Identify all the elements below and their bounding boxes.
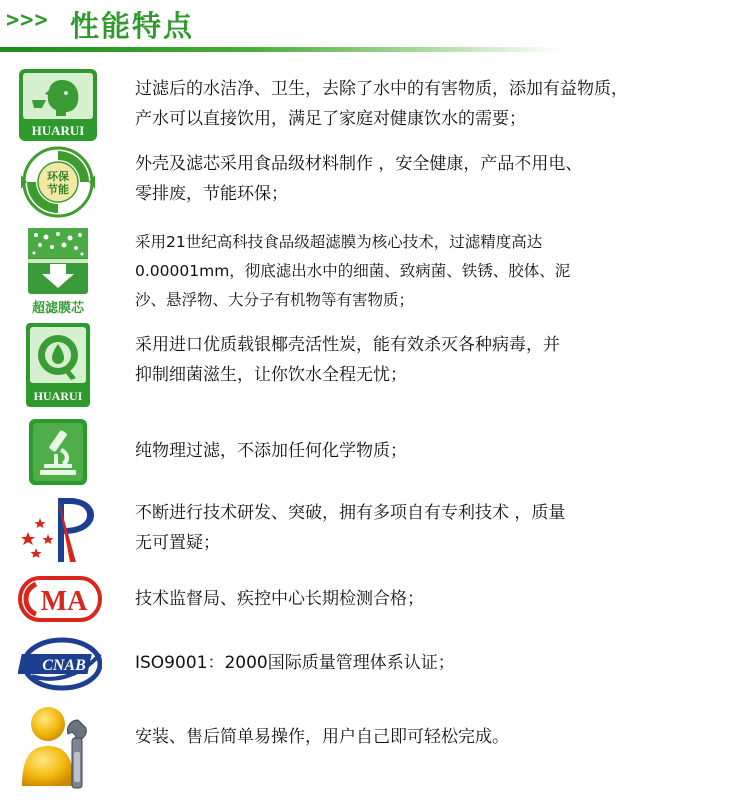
- header-arrows: >>>: [6, 8, 49, 33]
- feature-text-1: 过滤后的水洁净、卫生，去除了水中的有害物质，添加有益物质， 产水可以直接饮用，满足了家庭对健康饮水的需要；: [135, 79, 628, 129]
- feature-row-7: [0, 574, 750, 626]
- ultrafiltration-membrane-icon: [18, 226, 98, 316]
- feature-row-8: [0, 634, 750, 694]
- feature-row-4: [0, 322, 750, 412]
- feature-text-2: 外壳及滤芯采用食品级材料制作 ，安全健康，产品不用电、 零排废，节能环保；: [135, 154, 583, 204]
- feature-text-4: 采用进口优质载银椰壳活性炭，能有效杀灭各种病毒，并 抑制细菌滋生，让你饮水全程无忧；: [135, 335, 560, 385]
- feature-text-5: 纯物理过滤，不添加任何化学物质；: [135, 441, 407, 461]
- feature-text-3: 采用21世纪高科技食品级超滤膜为核心技术，过滤精度高达 0.00001mm，彻底滤出水中的细菌、致病菌、铁锈、胶体、泥 沙、悬浮物、大分子有机物等有害物质；: [135, 233, 571, 309]
- uf-badge-label: 超滤膜芯: [31, 300, 85, 315]
- feature-row-2: [0, 145, 750, 223]
- microscope-icon: [18, 418, 98, 488]
- cnab-badge-label: CNAB: [42, 657, 86, 674]
- huarui-filter-badge-icon: [18, 322, 98, 408]
- eco-badge-top: 环保: [47, 171, 69, 183]
- huarui-badge-label: HUARUI: [31, 123, 85, 138]
- feature-row-6: [0, 494, 750, 566]
- header-divider: [0, 47, 560, 52]
- feature-row-3: [0, 226, 750, 318]
- feature-row-9: [0, 700, 750, 794]
- patent-logo-icon: [18, 494, 98, 566]
- feature-row-5: [0, 418, 750, 488]
- eco-recycle-icon: [18, 145, 98, 219]
- cnab-certification-icon: [18, 634, 102, 692]
- huarui-face-badge-icon: [18, 68, 98, 142]
- section-title: 性能特点: [70, 9, 195, 43]
- cma-badge-label: MA: [40, 586, 88, 617]
- huarui-filter-badge-label: HUARUI: [33, 389, 83, 403]
- section-header: [0, 0, 750, 60]
- feature-text-7: 技术监督局、疾控中心长期检测合格；: [135, 589, 424, 609]
- feature-text-9: 安装、售后简单易操作，用户自己即可轻松完成。: [135, 727, 509, 747]
- user-wrench-service-icon: [18, 700, 102, 794]
- feature-text-6: 不断进行技术研发、突破，拥有多项自有专利技术 ，质量 无可置疑；: [135, 503, 566, 553]
- feature-text-8: ISO9001：2000国际质量管理体系认证；: [135, 653, 455, 673]
- feature-row-1: [0, 68, 750, 144]
- cma-certification-icon: [18, 574, 102, 624]
- eco-badge-bottom: 节能: [47, 184, 69, 196]
